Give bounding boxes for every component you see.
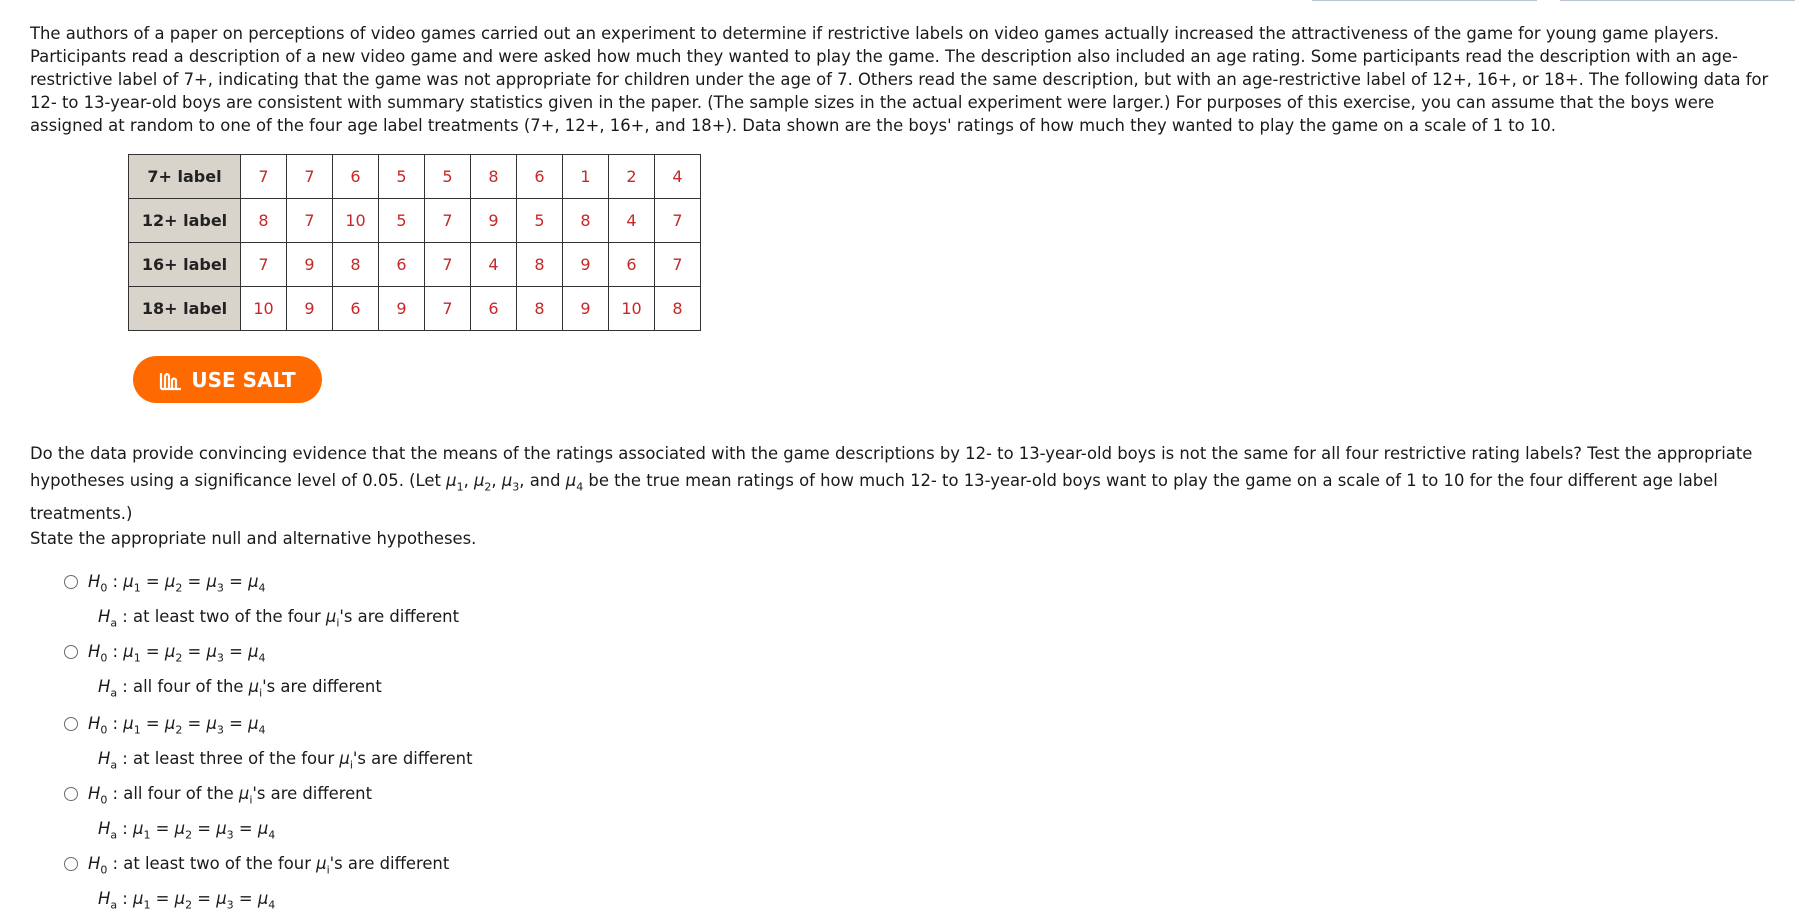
- option-2-alt: $H_a$ : all four of the $\mu_i's$ are different: [98, 677, 382, 700]
- rating-cell: 7: [425, 199, 471, 243]
- rating-cell: 2: [609, 155, 655, 199]
- rating-cell: 4: [471, 243, 517, 287]
- rating-cell: 7: [287, 199, 333, 243]
- rating-cell: 6: [333, 155, 379, 199]
- rating-cell: 4: [609, 199, 655, 243]
- rating-cell: 10: [333, 199, 379, 243]
- rating-cell: 7: [425, 243, 471, 287]
- rating-cell: 8: [241, 199, 287, 243]
- rating-cell: 6: [471, 287, 517, 331]
- rating-cell: 9: [563, 243, 609, 287]
- rating-cell: 10: [609, 287, 655, 331]
- ratings-row: [129, 243, 701, 287]
- option-4-alt: $H_a$ : $\mu_1 = \mu_2 = \mu_3 = \mu_4$: [98, 819, 276, 842]
- rating-cell: 9: [287, 243, 333, 287]
- salt-logo-icon: [159, 369, 183, 391]
- ratings-row: [129, 155, 701, 199]
- rating-cell: 7: [425, 287, 471, 331]
- option-5-alt: $H_a$ : $\mu_1 = \mu_2 = \mu_3 = \mu_4$: [98, 889, 276, 912]
- top-panel-edge-left: [1312, 0, 1537, 4]
- rating-cell: 5: [517, 199, 563, 243]
- radio-option-3[interactable]: [64, 717, 78, 731]
- rating-cell: 8: [471, 155, 517, 199]
- option-1-null: $H_0$ : $\mu_1 = \mu_2 = \mu_3 = \mu_4$: [88, 572, 266, 595]
- rating-cell: 5: [379, 199, 425, 243]
- radio-option-4[interactable]: [64, 787, 78, 801]
- use-salt-button[interactable]: [133, 356, 322, 403]
- rating-cell: 7: [241, 155, 287, 199]
- rating-cell: 6: [333, 287, 379, 331]
- rating-cell: 5: [379, 155, 425, 199]
- rating-cell: 10: [241, 287, 287, 331]
- row-label: 12+ label: [129, 199, 241, 243]
- option-5-null: $H_0$ : at least two of the four $\mu_i's$ are different: [88, 854, 450, 877]
- rating-cell: 8: [563, 199, 609, 243]
- row-label: 7+ label: [129, 155, 241, 199]
- rating-cell: 9: [471, 199, 517, 243]
- rating-cell: 7: [241, 243, 287, 287]
- rating-cell: 7: [287, 155, 333, 199]
- rating-cell: 7: [655, 199, 701, 243]
- rating-cell: 5: [425, 155, 471, 199]
- rating-cell: 6: [517, 155, 563, 199]
- rating-cell: 9: [563, 287, 609, 331]
- ratings-row: [129, 199, 701, 243]
- option-2-null: $H_0$ : $\mu_1 = \mu_2 = \mu_3 = \mu_4$: [88, 642, 266, 665]
- row-label: 16+ label: [129, 243, 241, 287]
- rating-cell: 6: [609, 243, 655, 287]
- rating-cell: 8: [517, 287, 563, 331]
- radio-option-2[interactable]: [64, 645, 78, 659]
- use-salt-label: USE SALT: [191, 367, 296, 392]
- hypotheses-prompt: State the appropriate null and alternative hypotheses.: [30, 529, 477, 548]
- option-4-null: $H_0$ : all four of the $\mu_i's$ are different: [88, 784, 372, 807]
- radio-option-1[interactable]: [64, 575, 78, 589]
- rating-cell: 1: [563, 155, 609, 199]
- ratings-row: [129, 287, 701, 331]
- rating-cell: 8: [517, 243, 563, 287]
- problem-intro: The authors of a paper on perceptions of video games carried out an experiment to determine if restrictive labels on video games actually increased the attractiveness of the game for young game players. Participants read a description of a new video game and were asked how much they wanted to play the game. The description also included an age rating. Some participants read the description with an age-restrictive label of 7+, indicating that the game was not appropriate for children under the age of 7. Others read the same description, but with an age-restrictive label of 12+, 16+, or 18+. The following data for 12- to 13-year-old boys are consistent with summary statistics given in the paper. (The sample sizes in the actual experiment were larger.) For purposes of this exercise, you can assume that the boys were assigned at random to one of the four age label treatments (7+, 12+, 16+, and 18+). Data shown are the boys' ratings of how much they wanted to play the game on a scale of 1 to 10.: [30, 24, 1769, 135]
- option-1-alt: $H_a$ : at least two of the four $\mu_i's$ are different: [98, 607, 459, 630]
- rating-cell: 8: [655, 287, 701, 331]
- rating-cell: 6: [379, 243, 425, 287]
- question-text: Do the data provide convincing evidence that the means of the ratings associated with the game descriptions by 12- to 13-year-old boys is not the same for all four restrictive rating labels? Test the appropriate hypotheses using a significance level of 0.05. (Let $\mu_1$, $\mu_2$, $\mu_3$, and $\mu_4$ be the true mean ratings of how much 12- to 13-year-old boys want to play the game on a scale of 1 to 10 for the four different age label treatments.): [30, 444, 1753, 524]
- option-3-alt: $H_a$ : at least three of the four $\mu_i's$ are different: [98, 749, 473, 772]
- rating-cell: 8: [333, 243, 379, 287]
- rating-cell: 4: [655, 155, 701, 199]
- top-panel-edge-right: [1560, 0, 1795, 4]
- rating-cell: 9: [379, 287, 425, 331]
- row-label: 18+ label: [129, 287, 241, 331]
- option-3-null: $H_0$ : $\mu_1 = \mu_2 = \mu_3 = \mu_4$: [88, 714, 266, 737]
- rating-cell: 9: [287, 287, 333, 331]
- ratings-table: [128, 154, 701, 331]
- rating-cell: 7: [655, 243, 701, 287]
- radio-option-5[interactable]: [64, 857, 78, 871]
